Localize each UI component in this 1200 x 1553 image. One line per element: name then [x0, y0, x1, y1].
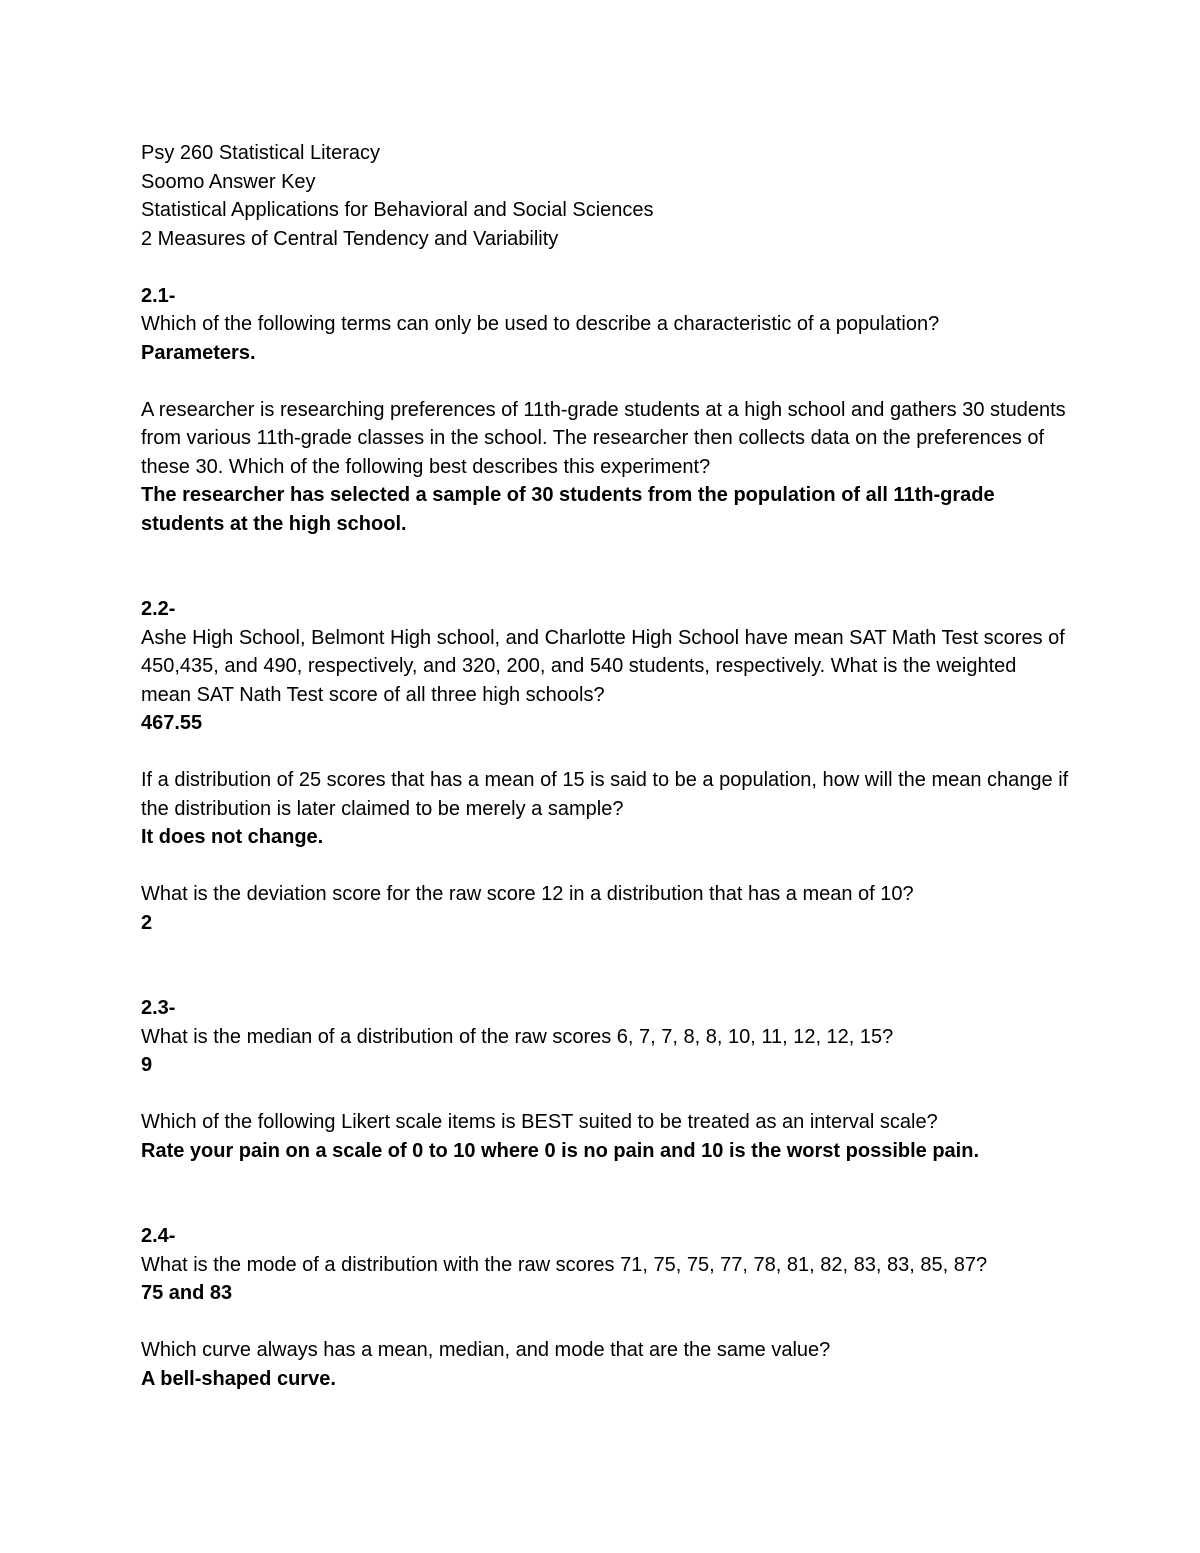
question-text: Which of the following Likert scale items is BEST suited to be treated as an interval scale? [141, 1111, 938, 1133]
answer-text: 467.55 [141, 712, 203, 734]
course-title: Psy 260 Statistical Literacy [141, 142, 380, 164]
section-number: 2.3- [141, 997, 176, 1019]
question-text: What is the median of a distribution of the raw scores 6, 7, 7, 8, 8, 10, 11, 12, 12, 15? [141, 1025, 894, 1048]
book-title: Statistical Applications for Behavioral and Social Sciences [141, 199, 654, 221]
question-text: Which of the following terms can only be used to describe a characteristic of a population? [141, 313, 940, 335]
question-text: A researcher is researching preferences of 11th-grade students at a high school and gathers 30 students from various 11th-grade classes in the school. The researcher then collects data on the preferences of these 30. Which of the following best describes this experiment? [141, 398, 1072, 478]
answer-text: Rate your pain on a scale of 0 to 10 where 0 is no pain and 10 is the worst possible pain. [141, 1139, 979, 1162]
answer-text: It does not change. [141, 826, 324, 848]
question-text: Which curve always has a mean, median, and mode that are the same value? [141, 1339, 831, 1361]
answer-text: 2 [141, 911, 153, 934]
answer-text: 75 and 83 [141, 1282, 233, 1304]
question-text: If a distribution of 25 scores that has a mean of 15 is said to be a population, how will the mean change if the distribution is later claimed to be merely a sample? [141, 769, 1074, 820]
question-text: Ashe High School, Belmont High school, and Charlotte High School have mean SAT Math Test scores of 450,435, and 490, respectively, and 320, 200, and 540 students, respectively. What is the weighted mean SAT Nath Test score of all three high schools? [141, 626, 1071, 706]
answer-text: 9 [141, 1054, 153, 1076]
question-text: What is the mode of a distribution with the raw scores 71, 75, 75, 77, 78, 81, 82, 83, 83, 85, 87? [141, 1253, 988, 1276]
section-number: 2.4- [141, 1225, 176, 1247]
answer-key-title: Soomo Answer Key [141, 170, 316, 193]
section-number: 2.2- [141, 598, 176, 620]
section-number: 2.1- [141, 284, 176, 307]
answer-text: Parameters. [141, 341, 256, 364]
document-content [141, 139, 1074, 1393]
question-text: What is the deviation score for the raw score 12 in a distribution that has a mean of 10? [141, 883, 914, 905]
answer-text: The researcher has selected a sample of 30 students from the population of all 11th-grade students at the high school. [141, 484, 1001, 535]
chapter-title: 2 Measures of Central Tendency and Variability [141, 227, 559, 250]
answer-text: A bell-shaped curve. [141, 1367, 336, 1390]
